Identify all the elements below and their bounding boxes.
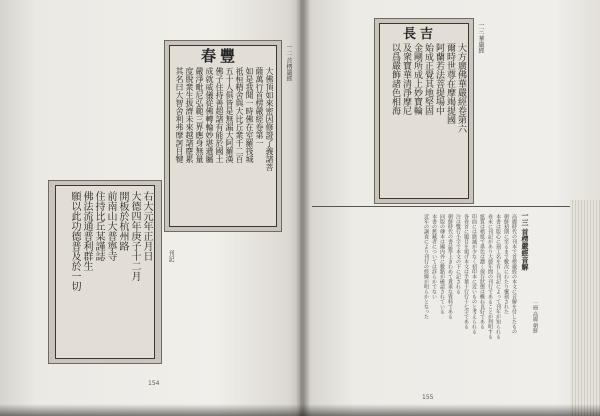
plate-text-column: 住持比丘某謹誌 [93,191,104,261]
woodblock-plate-right [374,18,474,204]
plate-text-column: 右大元年正月日 [141,191,152,261]
plate-header: 春豐 [201,47,240,65]
plate-caption: 一二 首楞嚴經 [285,44,292,82]
woodblock-plate-top-left [164,40,282,232]
body-text-column: 本書の舊藏者については詳らかでない [431,214,437,299]
entry-subheading: 一冊 高麗 朝鮮 [532,300,538,334]
plate-text-column: 薩萬行首楞嚴經卷第一 [255,67,264,147]
plate-header: 長吉 [403,27,438,42]
body-text-column: 紙質は楮紙で墨色は濃く保存狀態は概ね良好である [479,214,485,329]
body-text-column: 注は雙行小字で本文の下に記される [455,214,461,294]
plate-caption: 刊記 [167,250,174,262]
body-text-column: 朝鮮時代の書誌學上きわめて貴重な資料である [447,214,453,319]
plate-text-column: 大佛頂如來密因修證了義諸菩 [265,67,274,171]
plate-text-column: 如是我聞一時佛在室羅筏城 [245,67,254,163]
plate-text-columns [173,67,273,223]
page-edge-stack [570,200,600,416]
body-text-column: 朝鮮初期に至るまで數次にわたり覆刻された [503,214,509,314]
plate-text-column: 成就威儀從佛轉輪妙堪遺屬 [205,67,214,163]
plate-text-column: 佛法流通普利群生 [81,191,92,271]
section-divider [312,206,570,207]
plate-text-column: 及衆寶華清淨摩尼 [401,43,411,115]
plate-text-column: 大方廣佛華嚴經卷第六 [456,43,466,133]
plate-text-column: 度脫衆生拔濟未來越諸塵累 [185,67,194,163]
plate-text-column: 願以此功德普及於一切 [69,191,80,291]
plate-text-column: 始成正覺其地堅固 [423,43,433,115]
plate-caption: 一三 華嚴經 [477,22,484,54]
plate-text-columns [59,191,151,351]
plate-text-column: 以爲嚴飾諸色相海 [390,43,400,115]
body-text-column: 高麗時代の刊本で首楞嚴經の本文に音解を付したもの [511,214,517,334]
plate-text-column: 爾時世尊在摩竭提國 [445,43,455,124]
woodblock-plate-bottom-left [48,180,162,364]
entry-heading-block [520,212,530,282]
page-number-right: 155 [422,394,434,401]
body-text-column: 卷末に刊記があり大德年間の刊行であることが判明する [487,214,493,339]
entry-heading: 一三 首楞嚴經音解 [521,212,530,271]
body-text-column: 同版の傳本は國内外に數點が確認されている [439,214,445,314]
plate-text-columns [383,43,465,193]
entry-body [330,214,516,374]
plate-text-column: 金剛所成上妙寶輪 [412,43,422,115]
plate-text-column: 大德四年庚子十二月 [129,191,140,281]
plate-text-column: 其名曰大智舍利弗摩訶目犍 [175,67,184,163]
body-text-column: 各卷首に題目を掲げ本文は半葉十行行十七字である [463,214,469,329]
plate-text-column: 祇桓精舍與大比丘衆千二百 [235,67,244,163]
body-text-column: 本書は版心に刻工名を有し刊記によって刊年が知られる [495,214,501,339]
book-gutter [296,0,310,416]
plate-text-column: 佛子住持善超諸有能於國土 [215,67,224,163]
plate-text-column: 前南山大普寧寺 [105,191,116,261]
page-number-left: 154 [148,380,160,387]
plate-text-column: 阿蘭若法菩提場中 [434,43,444,115]
bottom-shadow [0,404,600,416]
plate-text-column: 嚴淨毗尼弘範三界應身無量 [195,67,204,163]
plate-text-column: 五十人俱皆是無漏大阿羅漢 [225,67,234,163]
body-text-column: 近年の調査により刊行の經緯が明らかとなった [423,214,429,319]
plate-text-column: 開板於杭州路 [117,191,128,251]
body-text-column: 印面には磨滅が少なく初印本に近いものと考えられる [471,214,477,334]
